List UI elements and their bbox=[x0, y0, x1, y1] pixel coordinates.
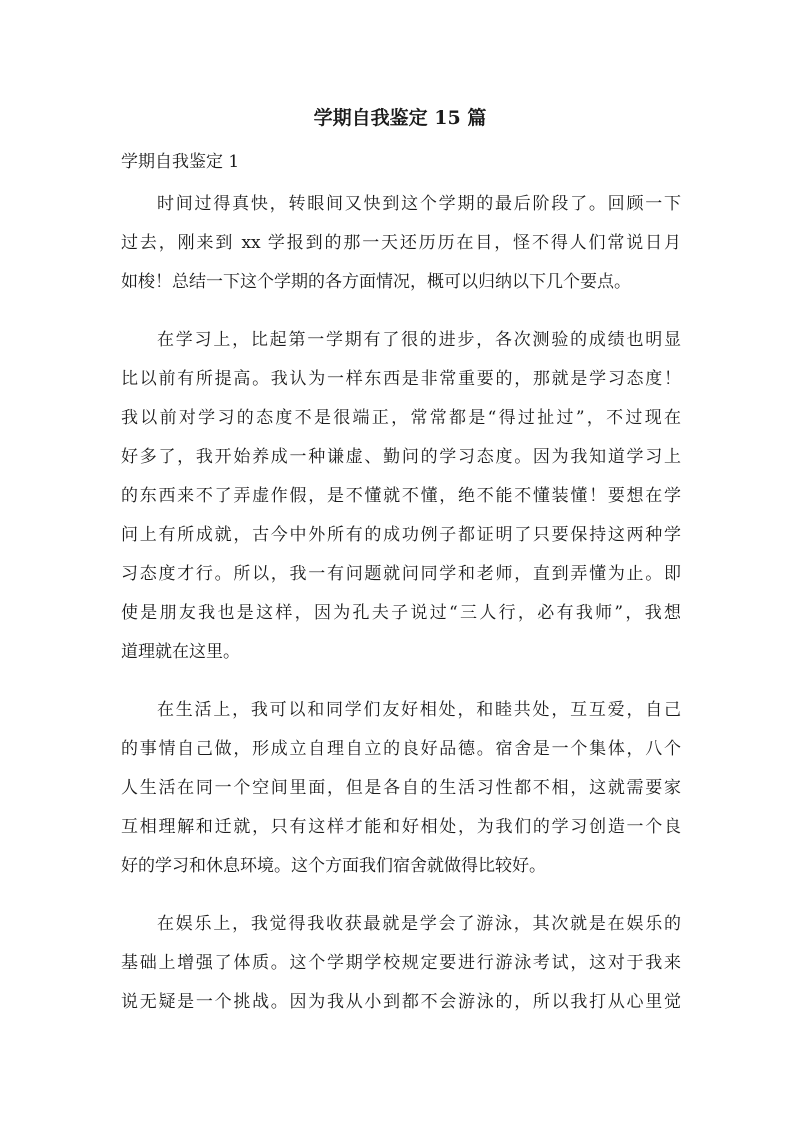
text-line: 说无疑是一个挑战。因为我从小到都不会游泳的，所以我打从心里觉 bbox=[121, 992, 681, 1012]
text-line: 互相理解和迁就，只有这样才能和好相处，为我们的学习创造一个良 bbox=[121, 817, 681, 837]
text-line: 习态度才行。所以，我一有问题就问同学和老师，直到弄懂为止。即 bbox=[121, 564, 681, 584]
text-line: 好的学习和休息环境。这个方面我们宿舍就做得比较好。 bbox=[121, 856, 546, 876]
text-line: 在学习上，比起第一学期有了很的进步，各次测验的成绩也明显 bbox=[157, 330, 681, 350]
text-line: 在生活上，我可以和同学们友好相处，和睦共处，互互爱，自己 bbox=[157, 700, 681, 720]
document-body bbox=[121, 185, 681, 1041]
paragraph bbox=[121, 905, 681, 1022]
text-line: 的事情自己做，形成立自理自立的良好品德。宿舍是一个集体，八个 bbox=[121, 739, 681, 759]
section-heading: 学期自我鉴定 1 bbox=[121, 152, 240, 172]
text-line: 使是朋友我也是这样，因为孔夫子说过“三人行，必有我师”，我想 bbox=[121, 603, 681, 623]
text-line: 基础上增强了体质。这个学期学校规定要进行游泳考试，这对于我来 bbox=[121, 953, 681, 973]
paragraph bbox=[121, 185, 681, 302]
text-line: 我以前对学习的态度不是很端正，常常都是“得过扯过”，不过现在 bbox=[121, 408, 681, 428]
text-line: 好多了，我开始养成一种谦虚、勤问的学习态度。因为我知道学习上 bbox=[121, 447, 681, 467]
text-line: 时间过得真快，转眼间又快到这个学期的最后阶段了。回顾一下 bbox=[157, 194, 681, 214]
text-line: 在娱乐上，我觉得我收获最就是学会了游泳，其次就是在娱乐的 bbox=[157, 914, 681, 934]
text-line: 的东西来不了弄虚作假，是不懂就不懂，绝不能不懂装懂！要想在学 bbox=[121, 486, 681, 506]
text-line: 比以前有所提高。我认为一样东西是非常重要的，那就是学习态度！ bbox=[121, 369, 681, 389]
paragraph bbox=[121, 321, 681, 672]
document-title: 学期自我鉴定 15 篇 bbox=[313, 107, 487, 129]
text-line: 问上有所成就，古今中外所有的成功例子都证明了只要保持这两种学 bbox=[121, 525, 681, 545]
text-line: 如梭！总结一下这个学期的各方面情况，概可以归纳以下几个要点。 bbox=[121, 272, 631, 292]
text-line: 人生活在同一个空间里面，但是各自的生活习性都不相，这就需要家 bbox=[121, 778, 681, 798]
paragraph bbox=[121, 691, 681, 886]
text-line: 道理就在这里。 bbox=[121, 642, 240, 662]
text-line: 过去，刚来到 xx 学报到的那一天还历历在目，怪不得人们常说日月 bbox=[121, 233, 681, 253]
